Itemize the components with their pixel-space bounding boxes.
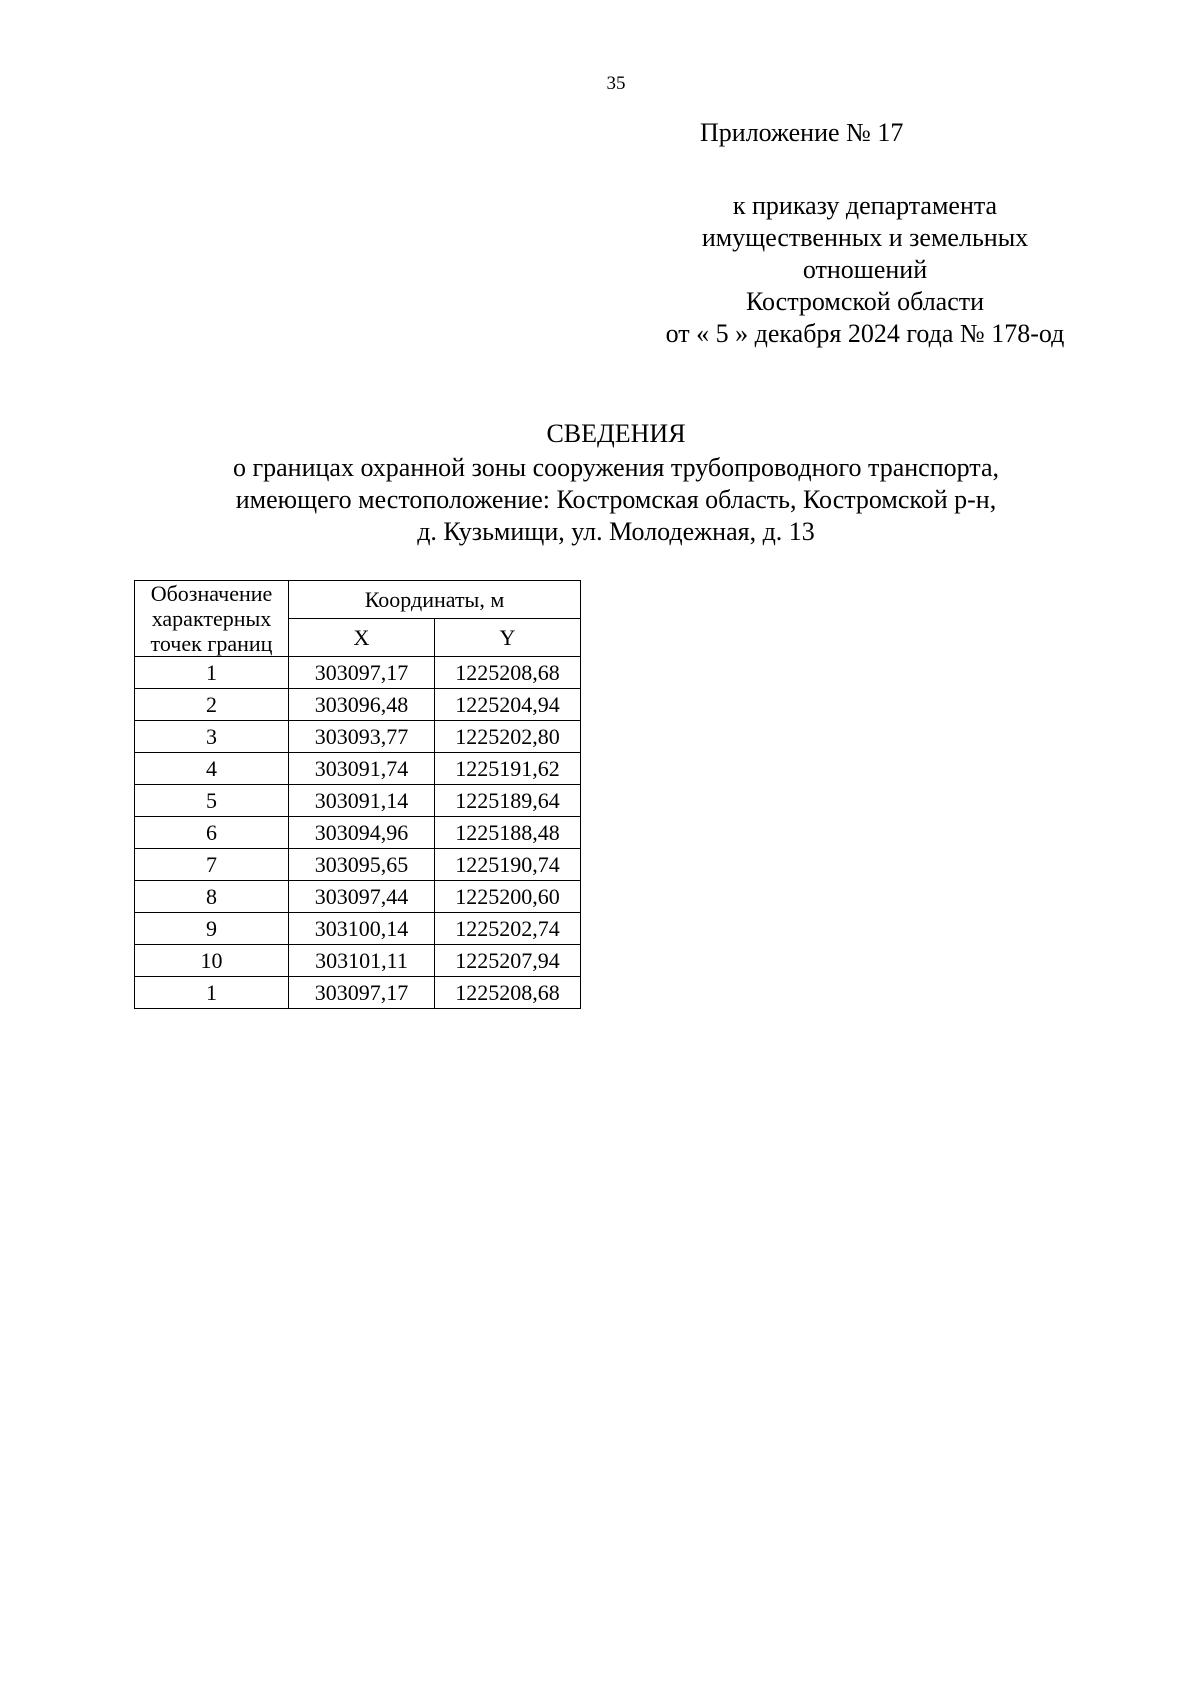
order-reference-line: от « 5 » декабря 2024 года № 178-од — [665, 319, 1065, 348]
table-row — [135, 977, 581, 1009]
cell-y: 1225208,68 — [435, 657, 581, 689]
cell-x: 303093,77 — [289, 721, 435, 753]
document-title: СВЕДЕНИЯ — [546, 419, 686, 448]
cell-point: 4 — [135, 753, 289, 785]
cell-x: 303096,48 — [289, 689, 435, 721]
cell-x: 303101,11 — [289, 945, 435, 977]
header-point-designation — [135, 581, 289, 657]
header-y: Y — [435, 619, 581, 657]
cell-y: 1225189,64 — [435, 785, 581, 817]
cell-x: 303097,44 — [289, 881, 435, 913]
cell-point: 8 — [135, 881, 289, 913]
cell-y: 1225190,74 — [435, 849, 581, 881]
order-reference-line: имущественных и земельных — [701, 223, 1029, 252]
cell-x: 303091,74 — [289, 753, 435, 785]
table-row — [135, 657, 581, 689]
table-row — [135, 881, 581, 913]
header-x: X — [289, 619, 435, 657]
cell-point: 10 — [135, 945, 289, 977]
cell-x: 303095,65 — [289, 849, 435, 881]
header-point-line: характерных — [151, 606, 272, 631]
coordinates-table — [134, 580, 581, 1009]
cell-y: 1225204,94 — [435, 689, 581, 721]
cell-y: 1225202,80 — [435, 721, 581, 753]
document-subtitle-line: д. Кузьмищи, ул. Молодежная, д. 13 — [417, 517, 815, 546]
cell-y: 1225208,68 — [435, 977, 581, 1009]
document-subtitle — [0, 452, 1200, 548]
appendix-title: Приложение № 17 — [700, 118, 904, 147]
table-row — [135, 849, 581, 881]
document-subtitle-line: о границах охранной зоны сооружения трубопроводного транспорта, — [232, 453, 1000, 482]
page-number: 35 — [606, 73, 626, 94]
cell-point: 5 — [135, 785, 289, 817]
cell-point: 1 — [135, 657, 289, 689]
cell-point: 2 — [135, 689, 289, 721]
table-row — [135, 945, 581, 977]
cell-y: 1225191,62 — [435, 753, 581, 785]
cell-x: 303097,17 — [289, 977, 435, 1009]
cell-y: 1225200,60 — [435, 881, 581, 913]
table-row — [135, 817, 581, 849]
cell-point: 1 — [135, 977, 289, 1009]
cell-point: 6 — [135, 817, 289, 849]
cell-point: 3 — [135, 721, 289, 753]
cell-x: 303091,14 — [289, 785, 435, 817]
header-point-line: Обозначение — [150, 581, 273, 606]
header-point-line: точек границ — [150, 631, 273, 656]
order-reference-line: к приказу департамента — [732, 191, 998, 220]
table-row — [135, 785, 581, 817]
cell-x: 303097,17 — [289, 657, 435, 689]
order-reference-line: Костромской области — [745, 287, 985, 316]
table-row — [135, 721, 581, 753]
document-subtitle-line: имеющего местоположение: Костромская область, Костромской р-н, — [235, 485, 997, 514]
header-coordinates: Координаты, м — [289, 581, 581, 619]
cell-x: 303094,96 — [289, 817, 435, 849]
cell-y: 1225188,48 — [435, 817, 581, 849]
order-reference-line: отношений — [802, 255, 928, 284]
cell-y: 1225207,94 — [435, 945, 581, 977]
table-row — [135, 689, 581, 721]
cell-point: 9 — [135, 913, 289, 945]
table-row — [135, 753, 581, 785]
cell-y: 1225202,74 — [435, 913, 581, 945]
coordinates-table-body — [135, 657, 581, 1009]
cell-point: 7 — [135, 849, 289, 881]
table-row — [135, 913, 581, 945]
cell-x: 303100,14 — [289, 913, 435, 945]
order-reference — [620, 190, 1110, 350]
